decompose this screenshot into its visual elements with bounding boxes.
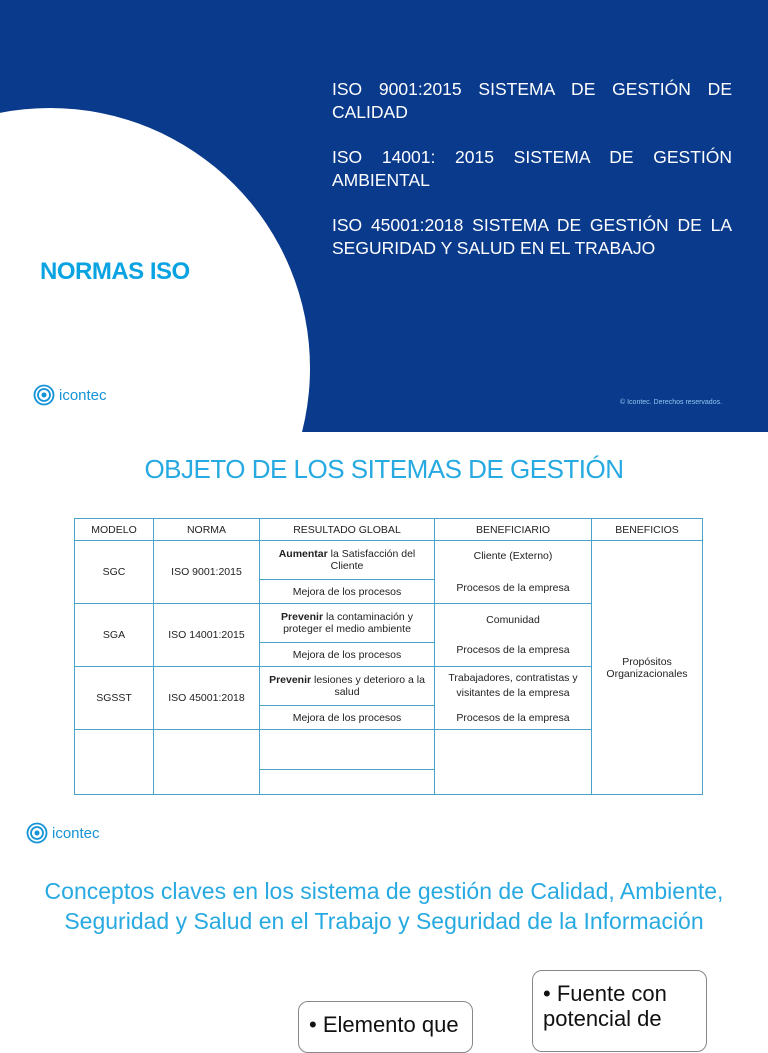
header-cell: BENEFICIOS xyxy=(592,519,703,541)
slide-objeto xyxy=(0,432,768,850)
icontec-logo-icon xyxy=(26,822,48,844)
iso-item: ISO 14001: 2015 SISTEMA DE GESTIÓN AMBIENTAL xyxy=(332,147,732,190)
icontec-logo-icon xyxy=(33,384,55,406)
norma-cell: ISO 45001:2018 xyxy=(154,667,260,730)
beneficiario-cell xyxy=(435,667,592,730)
header-cell: NORMA xyxy=(154,519,260,541)
resultado-text: la Satisfacción del Cliente xyxy=(327,548,416,572)
empty-cell xyxy=(260,730,435,770)
beneficiario-cell xyxy=(435,604,592,667)
empty-cell xyxy=(154,730,260,795)
icontec-logo xyxy=(33,384,107,406)
slide-normas-iso xyxy=(0,0,768,432)
beneficiario-1: Comunidad xyxy=(486,614,540,626)
slide-title: Conceptos claves en los sistema de gestión de Calidad, Ambiente, Seguridad y Salud en el Trabajo y Seguridad de la Información xyxy=(44,878,724,934)
resultado-text: lesiones y deterioro a la salud xyxy=(311,674,425,698)
header-cell: BENEFICIARIO xyxy=(435,519,592,541)
table-header-row xyxy=(75,519,703,541)
iso-list xyxy=(332,78,732,282)
header-cell: MODELO xyxy=(75,519,154,541)
header-cell: RESULTADO GLOBAL xyxy=(260,519,435,541)
iso-item: ISO 9001:2015 SISTEMA DE GESTIÓN DE CALIDAD xyxy=(332,79,732,122)
modelo-cell: SGC xyxy=(75,541,154,604)
beneficiario-cell xyxy=(435,541,592,604)
resultado-verb: Prevenir xyxy=(281,611,324,623)
beneficiario-2: Procesos de la empresa xyxy=(456,711,570,724)
resultado-cell xyxy=(260,541,435,580)
norma-cell: ISO 14001:2015 xyxy=(154,604,260,667)
beneficiario-1: Trabajadores, contratistas y visitantes de la empresa xyxy=(448,671,578,699)
resultado-cell: Mejora de los procesos xyxy=(260,643,435,667)
copyright: © Icontec. Derechos reservados. xyxy=(620,399,723,406)
resultado-verb: Prevenir xyxy=(269,674,312,686)
concept-box: • Elemento que xyxy=(298,1001,473,1053)
resultado-text: la contaminación y proteger el medio ambiente xyxy=(283,611,413,635)
resultado-cell: Mejora de los procesos xyxy=(260,580,435,604)
modelo-cell: SGSST xyxy=(75,667,154,730)
beneficiario-2: Procesos de la empresa xyxy=(456,644,570,656)
slide-conceptos xyxy=(0,850,768,1037)
empty-cell xyxy=(260,770,435,795)
beneficiario-2: Procesos de la empresa xyxy=(456,582,570,594)
empty-cell xyxy=(75,730,154,795)
concept-box: • Fuente con potencial de xyxy=(532,970,707,1052)
icontec-logo xyxy=(26,822,100,844)
slide-title: NORMAS ISO xyxy=(40,258,190,285)
slide-title: OBJETO DE LOS SITEMAS DE GESTIÓN xyxy=(144,454,624,484)
iso-item: ISO 45001:2018 SISTEMA DE GESTIÓN DE LA SEGURIDAD Y SALUD EN EL TRABAJO xyxy=(332,215,732,258)
beneficios-cell: Propósitos Organizacionales xyxy=(592,541,703,795)
resultado-cell xyxy=(260,604,435,643)
modelo-cell: SGA xyxy=(75,604,154,667)
beneficiario-1: Cliente (Externo) xyxy=(473,550,553,562)
logo-text: icontec xyxy=(52,824,100,842)
resultado-cell: Mejora de los procesos xyxy=(260,706,435,730)
norma-cell: ISO 9001:2015 xyxy=(154,541,260,604)
resultado-verb: Aumentar xyxy=(278,548,328,560)
empty-cell xyxy=(435,730,592,795)
logo-text: icontec xyxy=(59,386,107,404)
management-systems-table xyxy=(74,518,703,795)
table-row xyxy=(75,541,703,580)
resultado-cell xyxy=(260,667,435,706)
